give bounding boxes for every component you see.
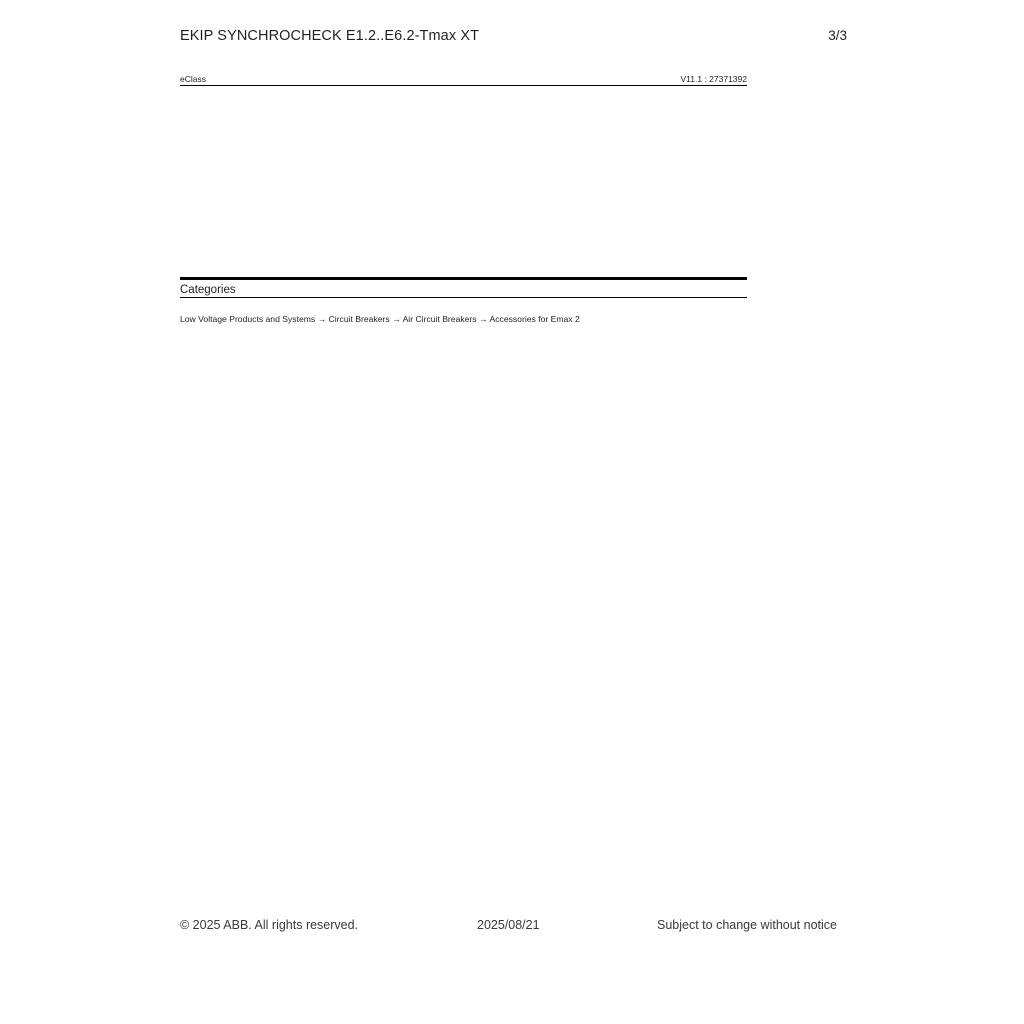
page-number: 3/3 <box>828 28 847 43</box>
footer-date: 2025/08/21 <box>477 918 540 932</box>
categories-top-rule <box>180 277 747 280</box>
page-title: EKIP SYNCHROCHECK E1.2..E6.2-Tmax XT <box>180 28 480 44</box>
document-header <box>180 28 846 44</box>
eclass-label: eClass <box>180 74 206 84</box>
eclass-row <box>180 74 747 86</box>
document-footer <box>180 918 850 936</box>
footer-copyright: © 2025 ABB. All rights reserved. <box>180 918 359 932</box>
footer-notice: Subject to change without notice <box>657 918 837 932</box>
categories-breadcrumb: Low Voltage Products and Systems → Circuit Breakers → Air Circuit Breakers → Accessories for Emax 2 <box>180 314 580 324</box>
categories-heading: Categories <box>180 284 236 296</box>
eclass-value: V11.1 : 27371392 <box>680 74 747 84</box>
categories-heading-row <box>180 284 747 298</box>
